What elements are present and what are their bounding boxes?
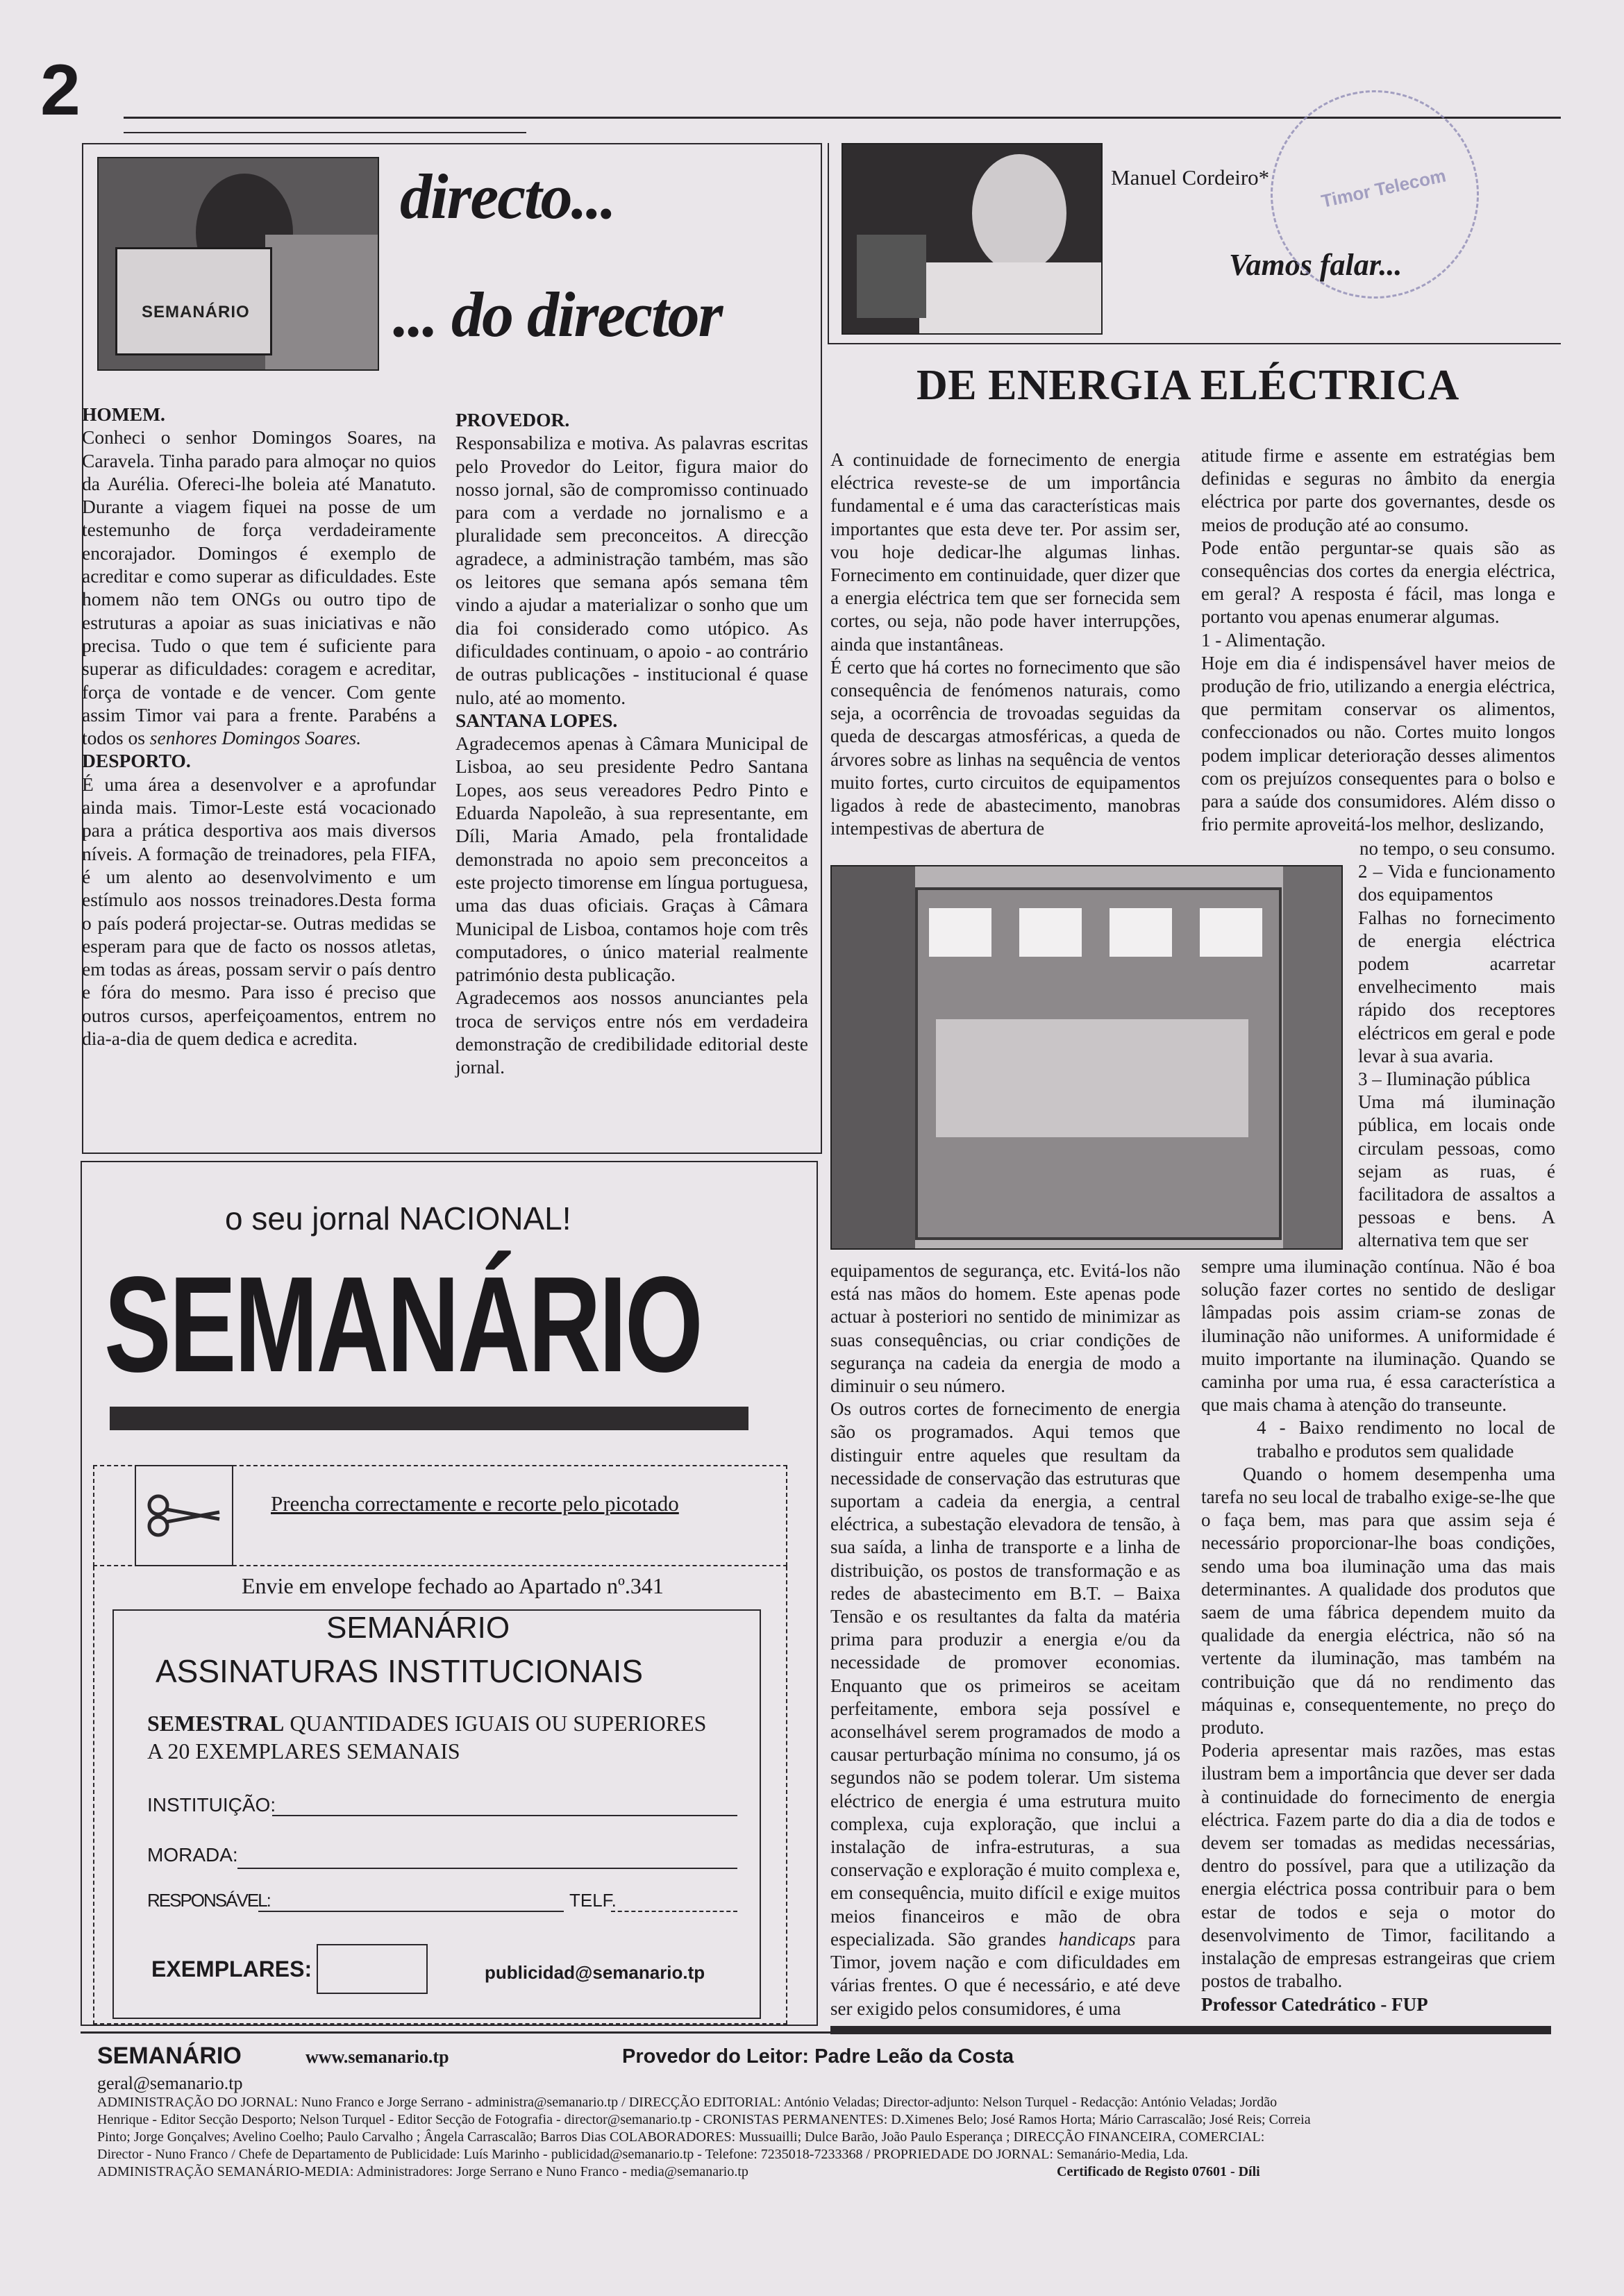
editorial-col2 — [455, 408, 808, 1079]
item1-text: Hoje em dia é indispensável haver meios de produção de frio, utilizando a energia eléctrica, que permitam conservar os alimentos, confeccionados ou não. Cortes muito longos podem implicar deterioração desses alimentos com os prejuízos consequentes para o bolso e para a saúde dos consumidores. Além disso o frio permite aproveitá-los melhor, deslizando, — [1201, 652, 1555, 835]
footer-name: SEMANÁRIO — [97, 2043, 242, 2069]
author-name: Manuel Cordeiro* — [1111, 165, 1270, 190]
column-kicker: Vamos falar... — [1229, 248, 1403, 282]
editorial-title-line1: directo... — [400, 161, 615, 232]
field-morada-input[interactable] — [237, 1868, 737, 1869]
ad-slogan: o seu jornal NACIONAL! — [225, 1200, 571, 1237]
footer-website: www.semanario.tp — [305, 2047, 449, 2067]
text-equipamentos: equipamentos de segurança, etc. Evitá-los não está nas mãos do homem. Este apenas pode actuar à posteriori no sentido de minimizar as suas consequências, ou criar condições de segurança na cadeia da energia de modo a diminuir o seu número. — [830, 1260, 1180, 1397]
item2-title: 2 – Vida e funcionamento dos equipamentos — [1358, 861, 1555, 905]
electrical-panel-photo — [830, 865, 1343, 1250]
page-number: 2 — [40, 50, 81, 131]
text-provedor: Responsabiliza e motiva. As palavras escritas pelo Provedor do Leitor, figura maior do nosso jornal, são de compromisso continuado para com a verdade no jornalismo e a pluralidade sem preconceitos. A direcção agradece, a administração também, mas são os leitores que semana após semana têm vindo a ajudar a materializar o sonho que um dia foi considerado como utópico. As dificuldades continuam, o apoio - ao contrário de outras publicações - institucional é quase nulo, até ao momento. — [455, 432, 808, 708]
text-handicaps: handicaps — [1058, 1928, 1136, 1950]
article-colB-bottom — [1201, 1255, 1555, 2016]
footer-credits-1: ADMINISTRAÇÃO DO JORNAL: Nuno Franco e Jorge Serrano - administra@semanario.tp / DIRECÇÃO EDITORIAL: António Veladas; Director-adjunto: Nelson Turquel - Redacção: António Veladas; Jordão — [97, 2095, 1278, 2110]
heading-provedor: PROVEDOR. — [455, 409, 570, 430]
field-telf-label: TELF. — [569, 1890, 617, 1911]
text-cortes-naturais: É certo que há cortes no fornecimento que são consequência de fenómenos naturais, como seja, a ocorrência de trovoadas seguidas da queda de descargas atmosféricas, a queda de árvores sobre as linhas na sequência de ventos muito fortes, curto circuitos de equipamentos ligados à rede de abastecimento, manobras intempestivas de abertura de — [830, 656, 1180, 839]
field-exemplares-input[interactable] — [317, 1944, 428, 1994]
envelope-instruction: Envie em envelope fechado ao Apartado nº.341 — [242, 1573, 664, 1598]
photo-sign-label: SEMANÁRIO — [142, 303, 250, 321]
footer-thick-rule — [830, 2026, 1551, 2034]
footer-credits-4: Director - Nuno Franco / Chefe de Departamento de Publicidade: Luís Marinho - publicidad@semanario.tp - Telefone: 7235018-7233368 / PROPRIEDADE DO JORNAL: Semanário-Media, Lda. — [97, 2147, 1189, 2162]
field-exemplares-label: EXEMPLARES: — [151, 1956, 312, 1981]
footer-credits-2: Henrique - Editor Secção Desporto; Nelson Turquel - Editor Secção de Fotografia - director@semanario.tp - CRONISTAS PERMANENTES: D.Ximenes Belo; José Ramos Horta; Mário Carrascalão; José Reis; Correia — [97, 2112, 1311, 2127]
footer-provedor: Provedor do Leitor: Padre Leão da Costa — [622, 2045, 1014, 2068]
text-santana: Agradecemos apenas à Câmara Municipal de Lisboa, ao seu presidente Pedro Santana Lopes, aos seus vereadores Pedro Pinto e Eduarda Napoleão, à sua representante, em Díli, Maria Amado, pela frontalidade demonstrada no apoio sem preconceitos a este projecto timorense em língua portuguesa, uma das duas oficiais. Graças à Câmara Municipal de Lisboa, contamos hoje com três computadores, o único material realmente património desta publicação. — [455, 732, 808, 986]
item1-tail: no tempo, o seu consumo. — [1359, 838, 1555, 859]
article-top-rule — [828, 343, 1561, 344]
item3-tail: sempre uma iluminação contínua. Não é boa solução fazer cortes no sentido de desligar lâmpadas pois assim criam-se zonas de iluminação não uniformes. A uniformidade é muito importante na iluminação. Quando se caminha por uma rua, é essa característica a que mais chama à atenção do transeunte. — [1201, 1256, 1555, 1416]
heading-santana: SANTANA LOPES. — [455, 709, 618, 731]
cut-instruction: Preencha correctamente e recorte pelo picotado — [271, 1491, 679, 1516]
footer-credits — [97, 2094, 1555, 2181]
text-timor: para Timor, jovem nação e com dificuldades em várias frentes. O que é necessário, e até deve ser exigido pelos consumidores, é uma — [830, 1928, 1181, 2019]
text-homem: Conheci o senhor Domingos Soares, na Caravela. Tinha parado para almoçar no quios da Aurélia. Ofereci-lhe boleia até Manatuto. Durante a viagem fiquei na posse de um testemunho de força verdadeiramente encorajador. Domingos é exemplo de acreditar e como superar as dificuldades. Este homem não tem ONGs ou outro tipo de estruturas a apoiar as suas iniciativas e não precisa. Tudo o que tem é suficiente para superar as dificuldades: coragem e acreditar, força de vontade e de vencer. Com gente assim Timor vai para a frente. Parabéns a todos os — [82, 426, 436, 749]
article-headline: DE ENERGIA ELÉCTRICA — [916, 362, 1459, 409]
field-responsavel-input[interactable] — [258, 1911, 564, 1912]
footer-credits-5: ADMINISTRAÇÃO SEMANÁRIO-MEDIA: Administradores: Jorge Serrano e Nuno Franco - media@semanario.tp — [97, 2164, 748, 2179]
article-colA-bottom — [830, 1259, 1180, 2020]
field-instituicao-input[interactable] — [272, 1815, 737, 1816]
footer-registry: Certificado de Registo 07601 - Díli — [1057, 2164, 1260, 2179]
item3-title: 3 – Iluminação pública — [1358, 1069, 1531, 1090]
semestral-line2: A 20 EXEMPLARES SEMANAIS — [147, 1738, 460, 1763]
column-rule-left — [828, 143, 829, 344]
text-consequencias: Pode então perguntar-se quais são as consequências dos cortes da energia eléctrica, em geral? A resposta é fácil, mas longa e portanto vou apenas enumerar algumas. — [1201, 537, 1555, 628]
author-photo — [842, 143, 1103, 335]
semestral-bold: SEMESTRAL — [147, 1711, 285, 1736]
stamp-text: Timor Telecom — [1319, 165, 1448, 212]
item2-text: Falhas no fornecimento de energia eléctrica podem acarretar envelhecimento mais rápido dos receptores eléctricos em geral e pode levar à sua avaria. — [1358, 907, 1555, 1066]
footer-credits-3: Pinto; Jorge Gonçalves; Avelino Coelho; Paulo Carvalho ; Ângela Carrascalão; Barros Dias COLABORADORES: Mussuailli; Dulce Barão, João Paulo Esperança ; DIRECÇÃO FINANCEIRA, COMERCIAL: — [97, 2129, 1265, 2145]
form-title-1: SEMANÁRIO — [326, 1611, 510, 1645]
item3-text: Uma má iluminação pública, em locais onde circulam pessoas, como sejam as ruas, é facilitadora de assaltos a pessoas e bens. A alternativa tem que ser — [1358, 1091, 1555, 1251]
article-colB-wrap — [1358, 837, 1555, 1252]
text-atitude: atitude firme e assente em estratégias bem definidas e seguras no âmbito da energia eléctrica por parte dos governantes, desde os meios de produção até ao consumo. — [1201, 445, 1555, 535]
field-telf-input[interactable] — [611, 1911, 737, 1912]
form-title-2: ASSINATURAS INSTITUCIONAIS — [156, 1653, 644, 1689]
article-colA-top — [830, 449, 1180, 840]
author-signature: Professor Catedrático - FUP — [1201, 1993, 1428, 2015]
scissors-icon — [143, 1491, 226, 1540]
field-instituicao-label: INSTITUIÇÃO: — [147, 1794, 276, 1816]
field-responsavel-label: RESPONSÁVEL: — [147, 1890, 270, 1911]
item4-text: Quando o homem desempenha uma tarefa no seu local de trabalho exige-se-lhe que o faça bem, mas para que assim seja é necessário proporcionar-lhe boas condições, sendo uma boa iluminação uma das mais determinantes. A qualidade dos produtos que saem de uma fábrica dependem muito da qualidade da energia eléctrica, não só na vertente da iluminação, mas também na contribuição que dá no rendimento das máquinas e, consequentemente, no preço do produto. — [1201, 1463, 1555, 1738]
director-photo — [97, 157, 379, 371]
closing-text: Poderia apresentar mais razões, mas estas ilustram bem a importância que dever ser dada à continuidade do fornecimento de energia eléctrica. Fazem parte do dia a dia de todos e devem ser tomadas as medidas necessárias, dentro do possível, para que a utilização da energia eléctrica possa contribuir para o bem estar de todos e seja o motor do desenvolvimento de Timor, facilitando a instalação de empresas estrangeiras que criem postos de trabalho. — [1201, 1740, 1555, 1992]
text-continuidade: A continuidade de fornecimento de energia eléctrica reveste-se de um importância fundamental e é uma das características mais importantes que esta deve ter. Por assim ser, vou hoje dedicar-lhe algumas linhas. Fornecimento em continuidade, quer dizer que a energia eléctrica tem que ser fornecida sem cortes, ou seja, não pode haver interrupções, ainda que instantâneas. — [830, 449, 1180, 655]
text-anunciantes: Agradecemos aos nossos anunciantes pela troca de serviços entre nós em verdadeira demonstração de credibilidade editorial deste jornal. — [455, 987, 808, 1078]
text-homem-tail: senhores Domingos Soares. — [149, 727, 362, 749]
heading-homem: HOMEM. — [82, 403, 165, 425]
semestral-line1 — [147, 1711, 706, 1736]
item1-title: 1 - Alimentação. — [1201, 629, 1326, 651]
item4-title: 4 - Baixo rendimento no local de trabalho e produtos sem qualidade — [1257, 1417, 1555, 1461]
footer-email: geral@semanario.tp — [97, 2073, 243, 2093]
text-programados: Os outros cortes de fornecimento de energia são os programados. Aqui temos que distinguir entre aqueles que resultam da necessidade de conservação das estruturas que suportam a cadeia da energia, a central eléctrica, a subestação elevadora de tensão, à sua saída, a linha de transporte e a linha de distribuição, os postos de transformação e as redes de abastecimento em B.T. – Baixa Tensão e os resultantes da falta da matéria prima para produzir a energia e/ou da necessidade de promover economias. Enquanto que os primeiros se aceitam perfeitamente, embora seja possível e aconselhável serem programados de modo a causar perturbação mínima no consumo, já os segundos não se podem tolerar. Um sistema eléctrico de energia é uma estrutura muito complexa, cuja exploração, que inclui a instalação de infra-estruturas, a sua conservação e exploração é muito complexa e, em consequência, muito difícil e exige muitos meios financeiros e mão de obra especializada. São grandes — [830, 1398, 1180, 1950]
semestral-rest: QUANTIDADES IGUAIS OU SUPERIORES — [284, 1711, 707, 1736]
editorial-col1 — [82, 403, 436, 1050]
heading-desporto: DESPORTO. — [82, 750, 191, 772]
text-desporto: É uma área a desenvolver e a aprofundar ainda mais. Timor-Leste está vocacionado para a prática desportiva aos mais diversos níveis. A formação de treinadores, pela FIFA, é um alento ao desenvolvimento e um estímulo aos nossos treinadores.Desta forma o país poderá projectar-se. Outras medidas se esperam para que de facto os nossos atletas, em todas as áreas, possam servir o país dentro e fóra do mesmo. Para isso é preciso que outros cursos, aperfeiçoamentos, entrem no dia-a-dia de quem dedica e acredita. — [82, 773, 436, 1050]
header-rule-short — [124, 132, 526, 133]
ad-logo: SEMANÁRIO — [104, 1248, 701, 1400]
article-colB — [1201, 444, 1555, 836]
editorial-title-line2: ... do director — [393, 279, 722, 350]
field-morada-label: MORADA: — [147, 1844, 238, 1866]
footer-thin-rule — [81, 2031, 830, 2034]
ad-email: publicidad@semanario.tp — [485, 1962, 705, 1983]
ad-logo-bar — [110, 1407, 748, 1430]
